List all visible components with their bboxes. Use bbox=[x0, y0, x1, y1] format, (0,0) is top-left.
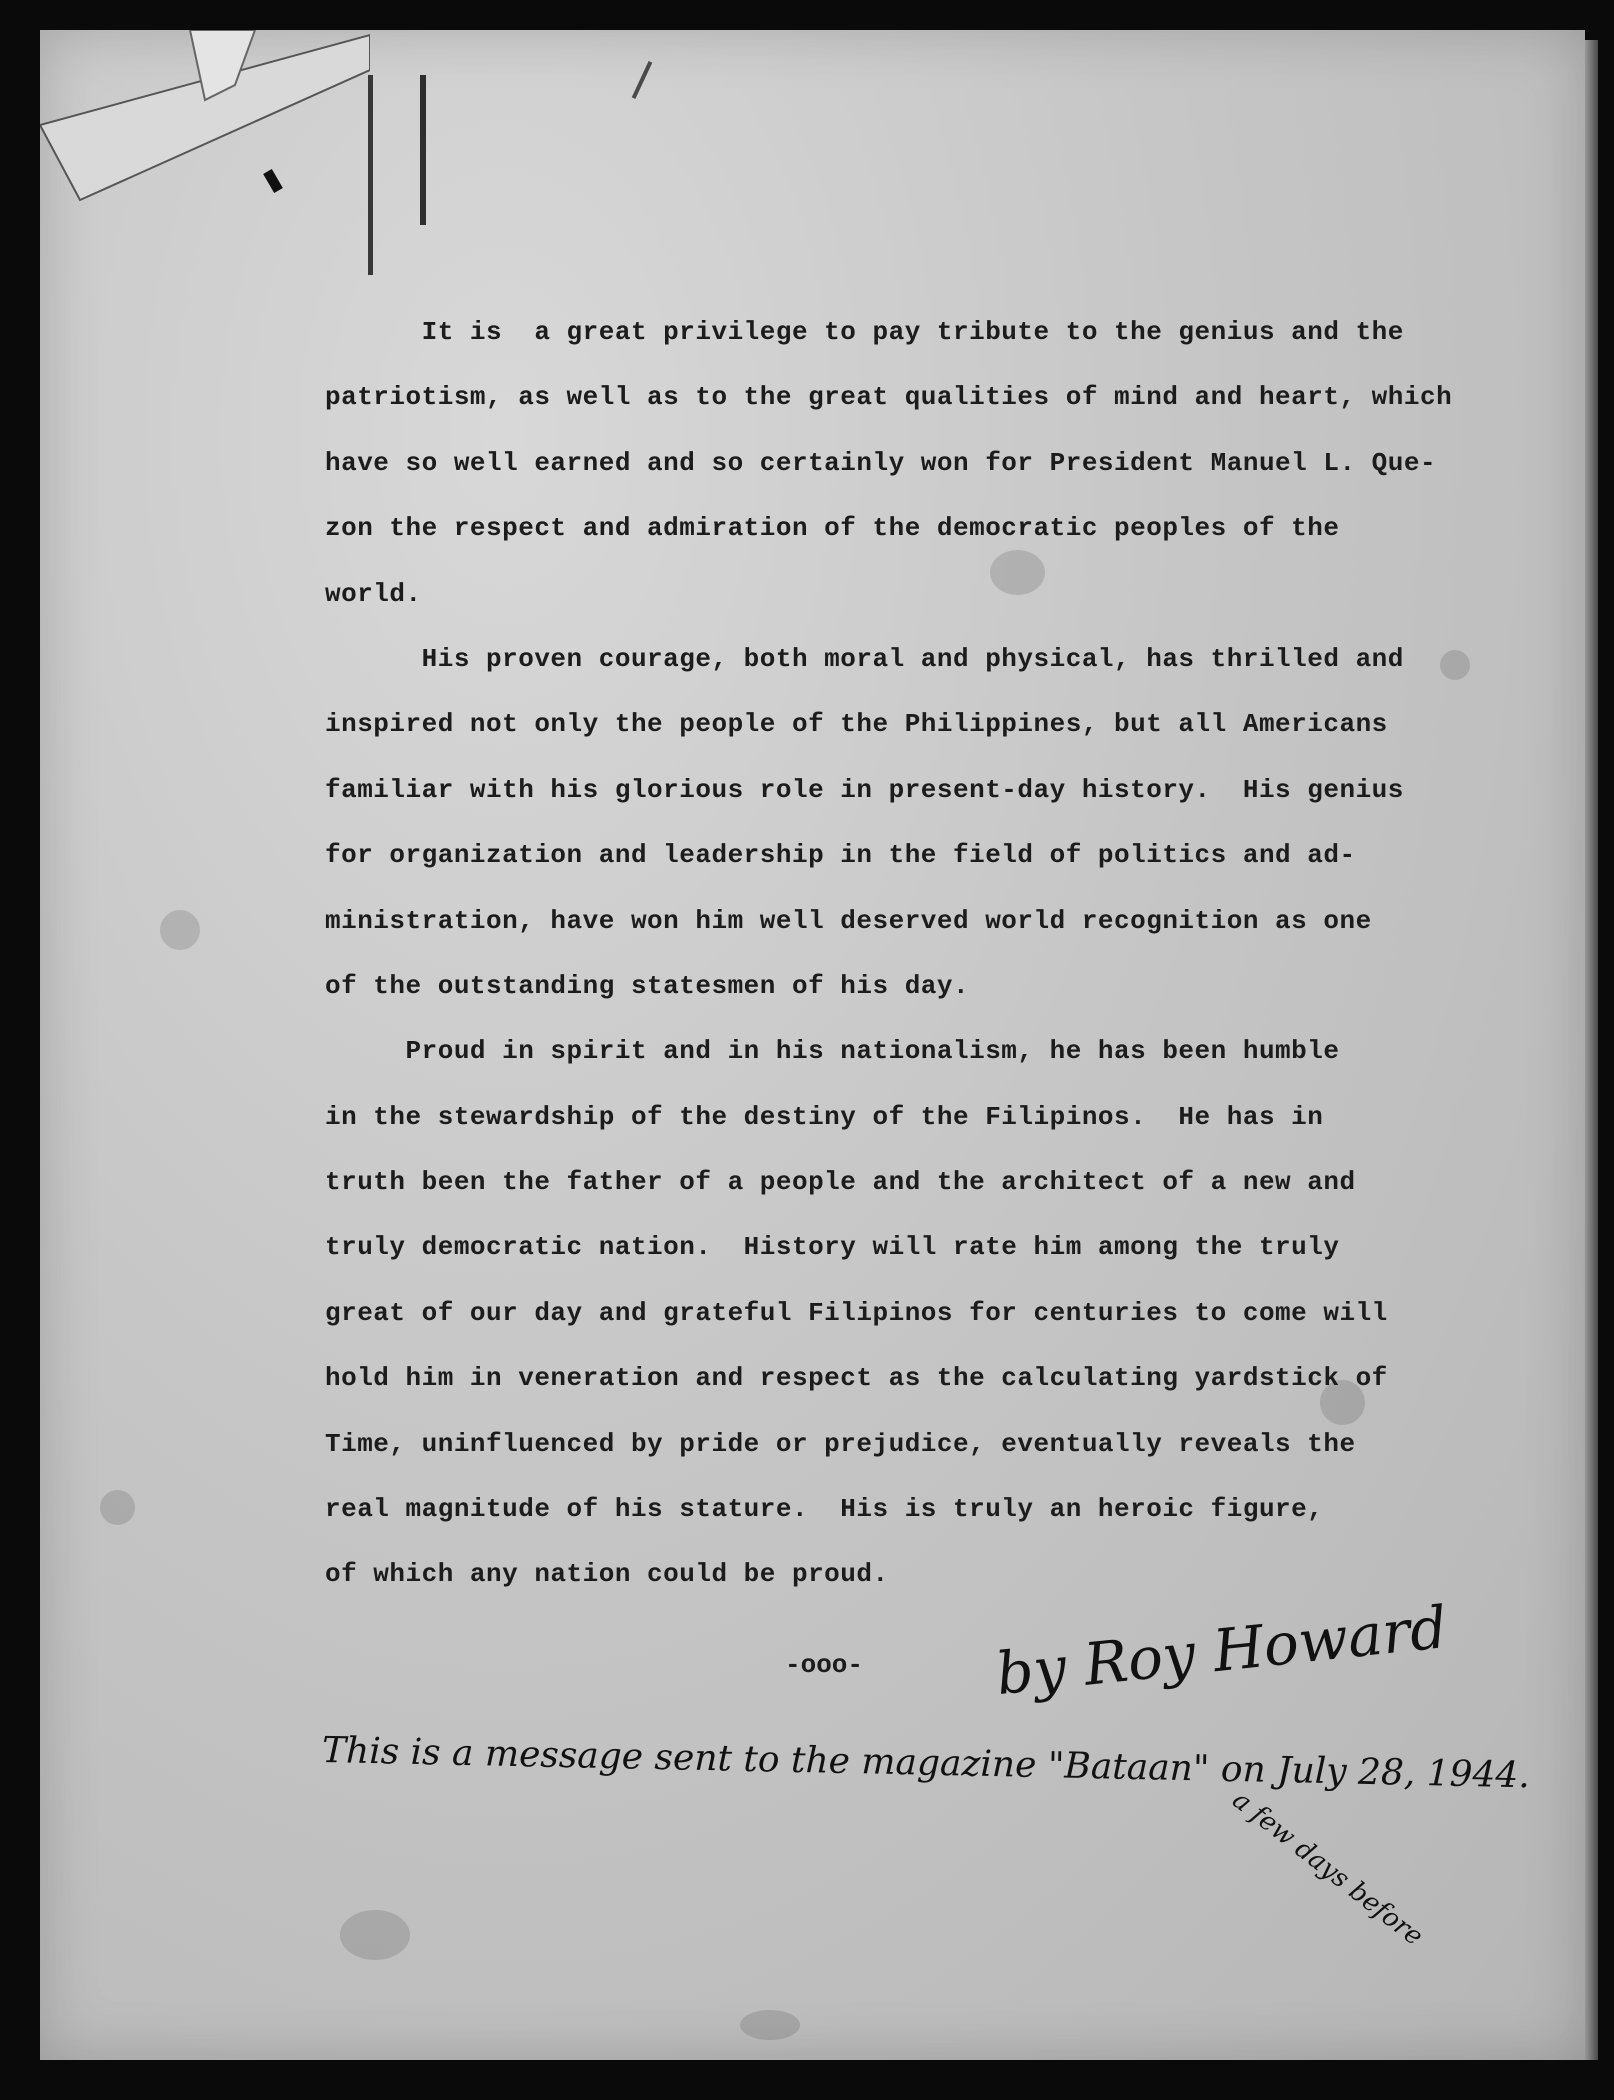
handwritten-aside: a few days before bbox=[1226, 1785, 1429, 1953]
text-line: truth been the father of a people and the architect of a new and bbox=[325, 1167, 1356, 1198]
section-separator: -ooo- bbox=[785, 1650, 864, 1680]
text-line: It is a great privilege to pay tribute to the genius and the bbox=[325, 317, 1404, 347]
margin-mark bbox=[420, 75, 426, 225]
text-line: Proud in spirit and in his nationalism, he has been humble bbox=[325, 1036, 1340, 1067]
text-line: ministration, have won him well deserved world recognition as one bbox=[325, 905, 1372, 936]
text-line: of which any nation could be proud. bbox=[325, 1559, 889, 1590]
text-line: in the stewardship of the destiny of the Filipinos. He has in bbox=[325, 1101, 1324, 1132]
text-line: great of our day and grateful Filipinos for centuries to come will bbox=[325, 1297, 1388, 1328]
text-line: for organization and leadership in the field of politics and ad- bbox=[325, 840, 1356, 871]
paragraph-2 bbox=[325, 627, 1485, 1019]
paragraph-3 bbox=[325, 1019, 1485, 1608]
text-line: hold him in veneration and respect as the calculating yardstick of bbox=[325, 1363, 1388, 1394]
text-line: patriotism, as well as to the great qualities of mind and heart, which bbox=[325, 382, 1453, 413]
text-line: His proven courage, both moral and physical, has thrilled and bbox=[325, 643, 1404, 674]
text-line: Time, uninfluenced by pride or prejudice, eventually reveals the bbox=[325, 1428, 1356, 1459]
text-line: real magnitude of his stature. His is truly an heroic figure, bbox=[325, 1494, 1324, 1525]
text-line: zon the respect and admiration of the democratic peoples of the bbox=[325, 513, 1340, 544]
margin-mark bbox=[368, 75, 373, 275]
text-line: familiar with his glorious role in present-day history. His genius bbox=[325, 774, 1404, 805]
typed-body bbox=[325, 300, 1485, 1608]
text-line: of the outstanding statesmen of his day. bbox=[325, 970, 970, 1001]
text-line: world. bbox=[325, 578, 422, 609]
text-line: have so well earned and so certainly won for President Manuel L. Que- bbox=[325, 447, 1437, 478]
text-line: inspired not only the people of the Philippines, but all Americans bbox=[325, 709, 1388, 740]
folded-corner bbox=[40, 30, 370, 210]
text-line: truly democratic nation. History will rate him among the truly bbox=[325, 1232, 1340, 1263]
paragraph-1 bbox=[325, 300, 1485, 627]
handwritten-signature: by Roy Howard bbox=[992, 1593, 1451, 1708]
handwritten-note: This is a message sent to the magazine "Bataan" on July 28, 1944. bbox=[321, 1730, 1531, 1797]
